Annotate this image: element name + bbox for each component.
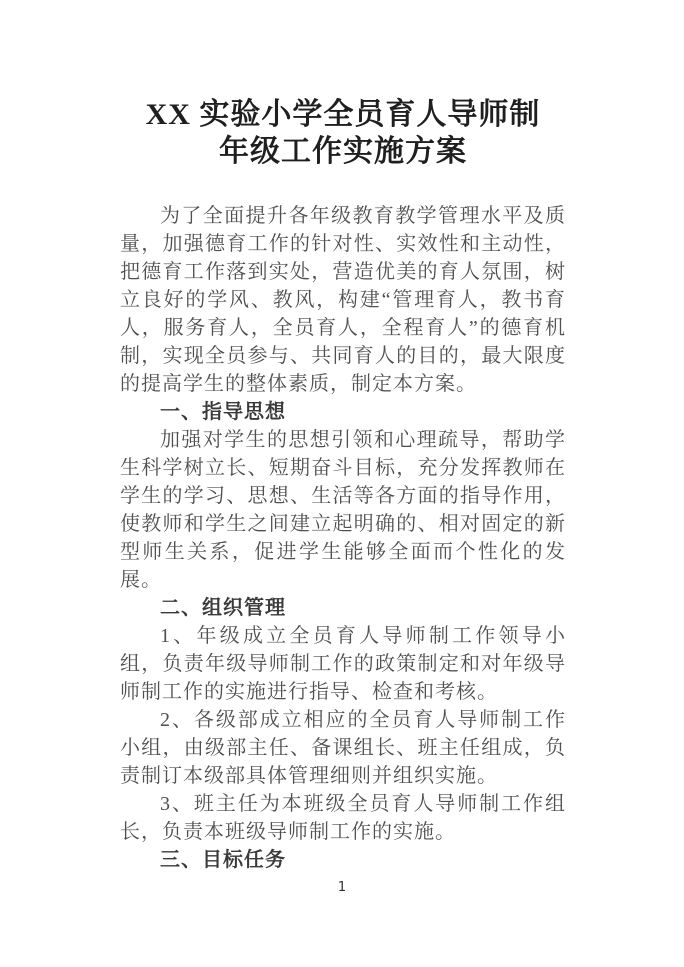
section2-item3: 3、班主任为本班级全员育人导师制工作组长，负责本班级导师制工作的实施。: [120, 793, 566, 843]
document-title-line1: XX 实验小学全员育人导师制: [145, 98, 541, 131]
document-title-line2: 年级工作实施方案: [219, 135, 467, 168]
section2-heading: 二、组织管理: [160, 597, 286, 619]
section1-paragraph: 加强对学生的思想引领和心理疏导，帮助学生科学树立长、短期奋斗目标，充分发挥教师在学生的学习、思想、生活等各方面的指导作用，使教师和学生之间建立起明确的、相对固定的新型师生关系，促进学生能够全面而个性化的发展。: [120, 429, 566, 591]
section2-item1: 1、年级成立全员育人导师制工作领导小组，负责年级导师制工作的政策制定和对年级导师制工作的实施进行指导、检查和考核。: [120, 625, 566, 703]
section2-item2: 2、各级部成立相应的全员育人导师制工作小组，由级部主任、备课组长、班主任组成，负责制订本级部具体管理细则并组织实施。: [120, 709, 566, 787]
section1-heading: 一、指导思想: [160, 401, 286, 423]
section3-heading: 三、目标任务: [160, 849, 286, 871]
intro-paragraph: 为了全面提升各年级教育教学管理水平及质量，加强德育工作的针对性、实效性和主动性，把德育工作落到实处，营造优美的育人氛围，树立良好的学风、教风，构建“管理育人，教书育人，服务育人，全员育人，全程育人”的德育机制，实现全员参与、共同育人的目的，最大限度的提高学生的整体素质，制定本方案。: [120, 205, 566, 395]
document-title: [120, 96, 566, 170]
page-number: 1: [337, 880, 347, 895]
